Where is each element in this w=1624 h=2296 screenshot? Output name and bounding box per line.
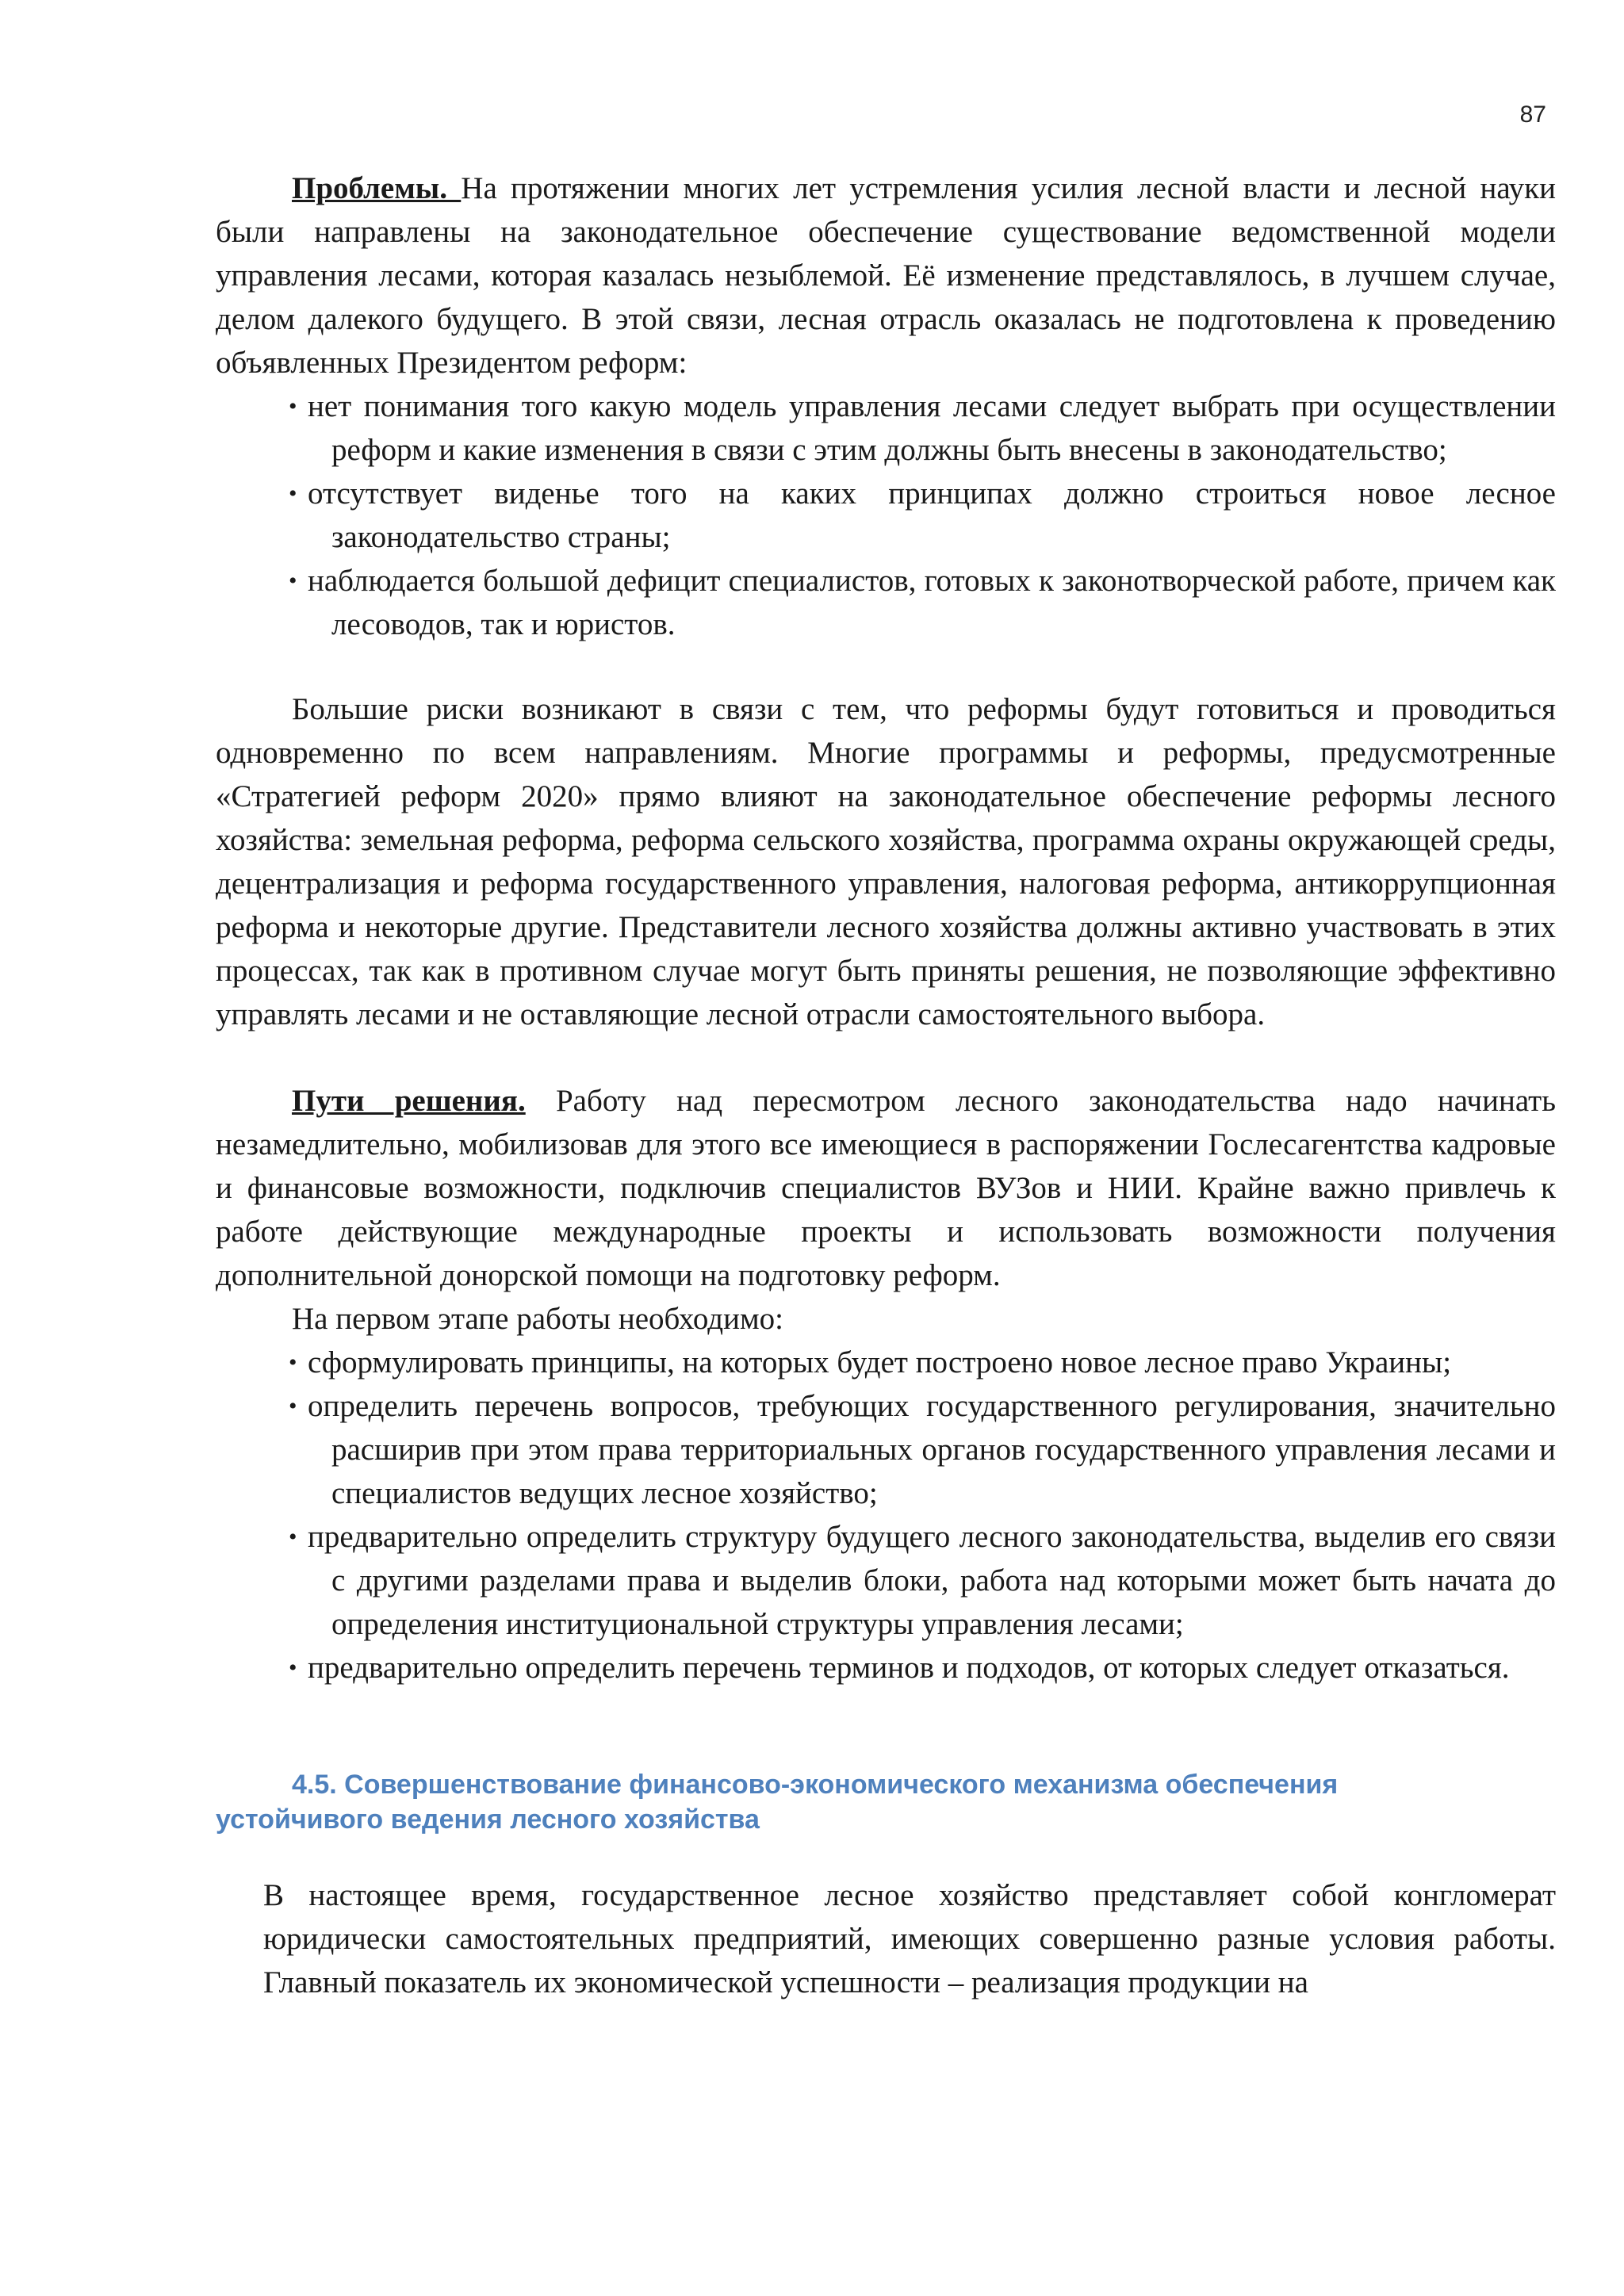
list-item: [216, 1646, 1556, 1689]
list-item: [216, 559, 1556, 646]
list-item-text: предварительно определить структуру будущего лесного законодательства, выделив его связи с другими разделами права и выделив блоки, работа над которыми может быть начата до определения институциональной структуры управления лесами;: [308, 1520, 1556, 1641]
bullet-icon: •: [289, 1393, 297, 1419]
bullet-icon: •: [289, 1524, 297, 1550]
problems-list: [216, 385, 1556, 646]
solutions-text: Работу над пересмотром лесного законодательства надо начинать незамедлительно, мобилизовав для этого все имеющиеся в распоряжении Гослесагентства кадровые и финансовые возможности, подключив специалистов ВУЗов и НИИ. Крайне важно привлечь к работе действующие международные проекты и использовать возможности получения дополнительной донорской помощи на подготовку реформ.: [216, 1084, 1556, 1292]
list-item-text: сформулировать принципы, на которых будет построено новое лесное право Украины;: [308, 1345, 1452, 1380]
list-item-text: наблюдается большой дефицит специалистов, готовых к законотворческой работе, причем как лесоводов, так и юристов.: [308, 564, 1556, 641]
bullet-icon: •: [289, 1655, 297, 1681]
list-item-text: определить перечень вопросов, требующих государственного регулирования, значительно расширив при этом права территориальных органов государственного управления лесами и специалистов ведущих лесное хозяйство;: [308, 1389, 1556, 1510]
problems-paragraph: [216, 166, 1556, 385]
list-item: [216, 1341, 1556, 1384]
page-content: [216, 166, 1556, 2004]
problems-lead: Проблемы.: [292, 171, 462, 205]
section-heading: 4.5. Совершенствование финансово-экономического механизма обеспечения устойчивого ведения лесного хозяйства: [216, 1770, 1339, 1835]
list-item-text: предварительно определить перечень терминов и подходов, от которых следует отказаться.: [308, 1651, 1510, 1685]
section-paragraph: В настоящее время, государственное лесное хозяйство представляет собой конгломерат юридически самостоятельных предприятий, имеющих совершенно разные условия работы. Главный показатель их экономической успешности – реализация продукции на: [263, 1878, 1556, 1999]
page-number: 87: [1519, 101, 1546, 128]
bullet-icon: •: [289, 393, 297, 419]
solutions-list: [216, 1341, 1556, 1689]
bullet-icon: •: [289, 1349, 297, 1376]
problems-text: На протяжении многих лет устремления усилия лесной власти и лесной науки были направлены на законодательное обеспечение существование ведомственной модели управления лесами, которая казалась незыблемой. Её изменение представлялось, в лучшем случае, делом далекого будущего. В этой связи, лесная отрасль оказалась не подготовлена к проведению объявленных Президентом реформ:: [216, 171, 1556, 380]
bullet-icon: •: [289, 568, 297, 594]
section-body: [216, 1873, 1556, 2004]
list-item: [216, 1384, 1556, 1515]
solutions-lead: Пути решения.: [292, 1084, 526, 1118]
first-stage-line: На первом этапе работы необходимо:: [292, 1302, 784, 1336]
bullet-icon: •: [289, 480, 297, 507]
solutions-paragraph: [216, 1079, 1556, 1297]
list-item: [216, 385, 1556, 472]
list-item-text: нет понимания того какую модель управления лесами следует выбрать при осуществлении реформ и какие изменения в связи с этим должны быть внесены в законодательство;: [308, 389, 1556, 467]
risks-paragraph: Большие риски возникают в связи с тем, что реформы будут готовиться и проводиться одновременно по всем направлениям. Многие программы и реформы, предусмотренные «Стратегией реформ 2020» прямо влияют на законодательное обеспечение реформы лесного хозяйства: земельная реформа, реформа сельского хозяйства, программа охраны окружающей среды, децентрализация и реформа государственного управления, налоговая реформа, антикоррупционная реформа и некоторые другие. Представители лесного хозяйства должны активно участвовать в этих процессах, так как в противном случае могут быть приняты решения, не позволяющие эффективно управлять лесами и не оставляющие лесной отрасли самостоятельного выбора.: [216, 692, 1556, 1031]
list-item: [216, 472, 1556, 559]
list-item: [216, 1515, 1556, 1646]
list-item-text: отсутствует виденье того на каких принципах должно строиться новое лесное законодательство страны;: [308, 476, 1556, 554]
